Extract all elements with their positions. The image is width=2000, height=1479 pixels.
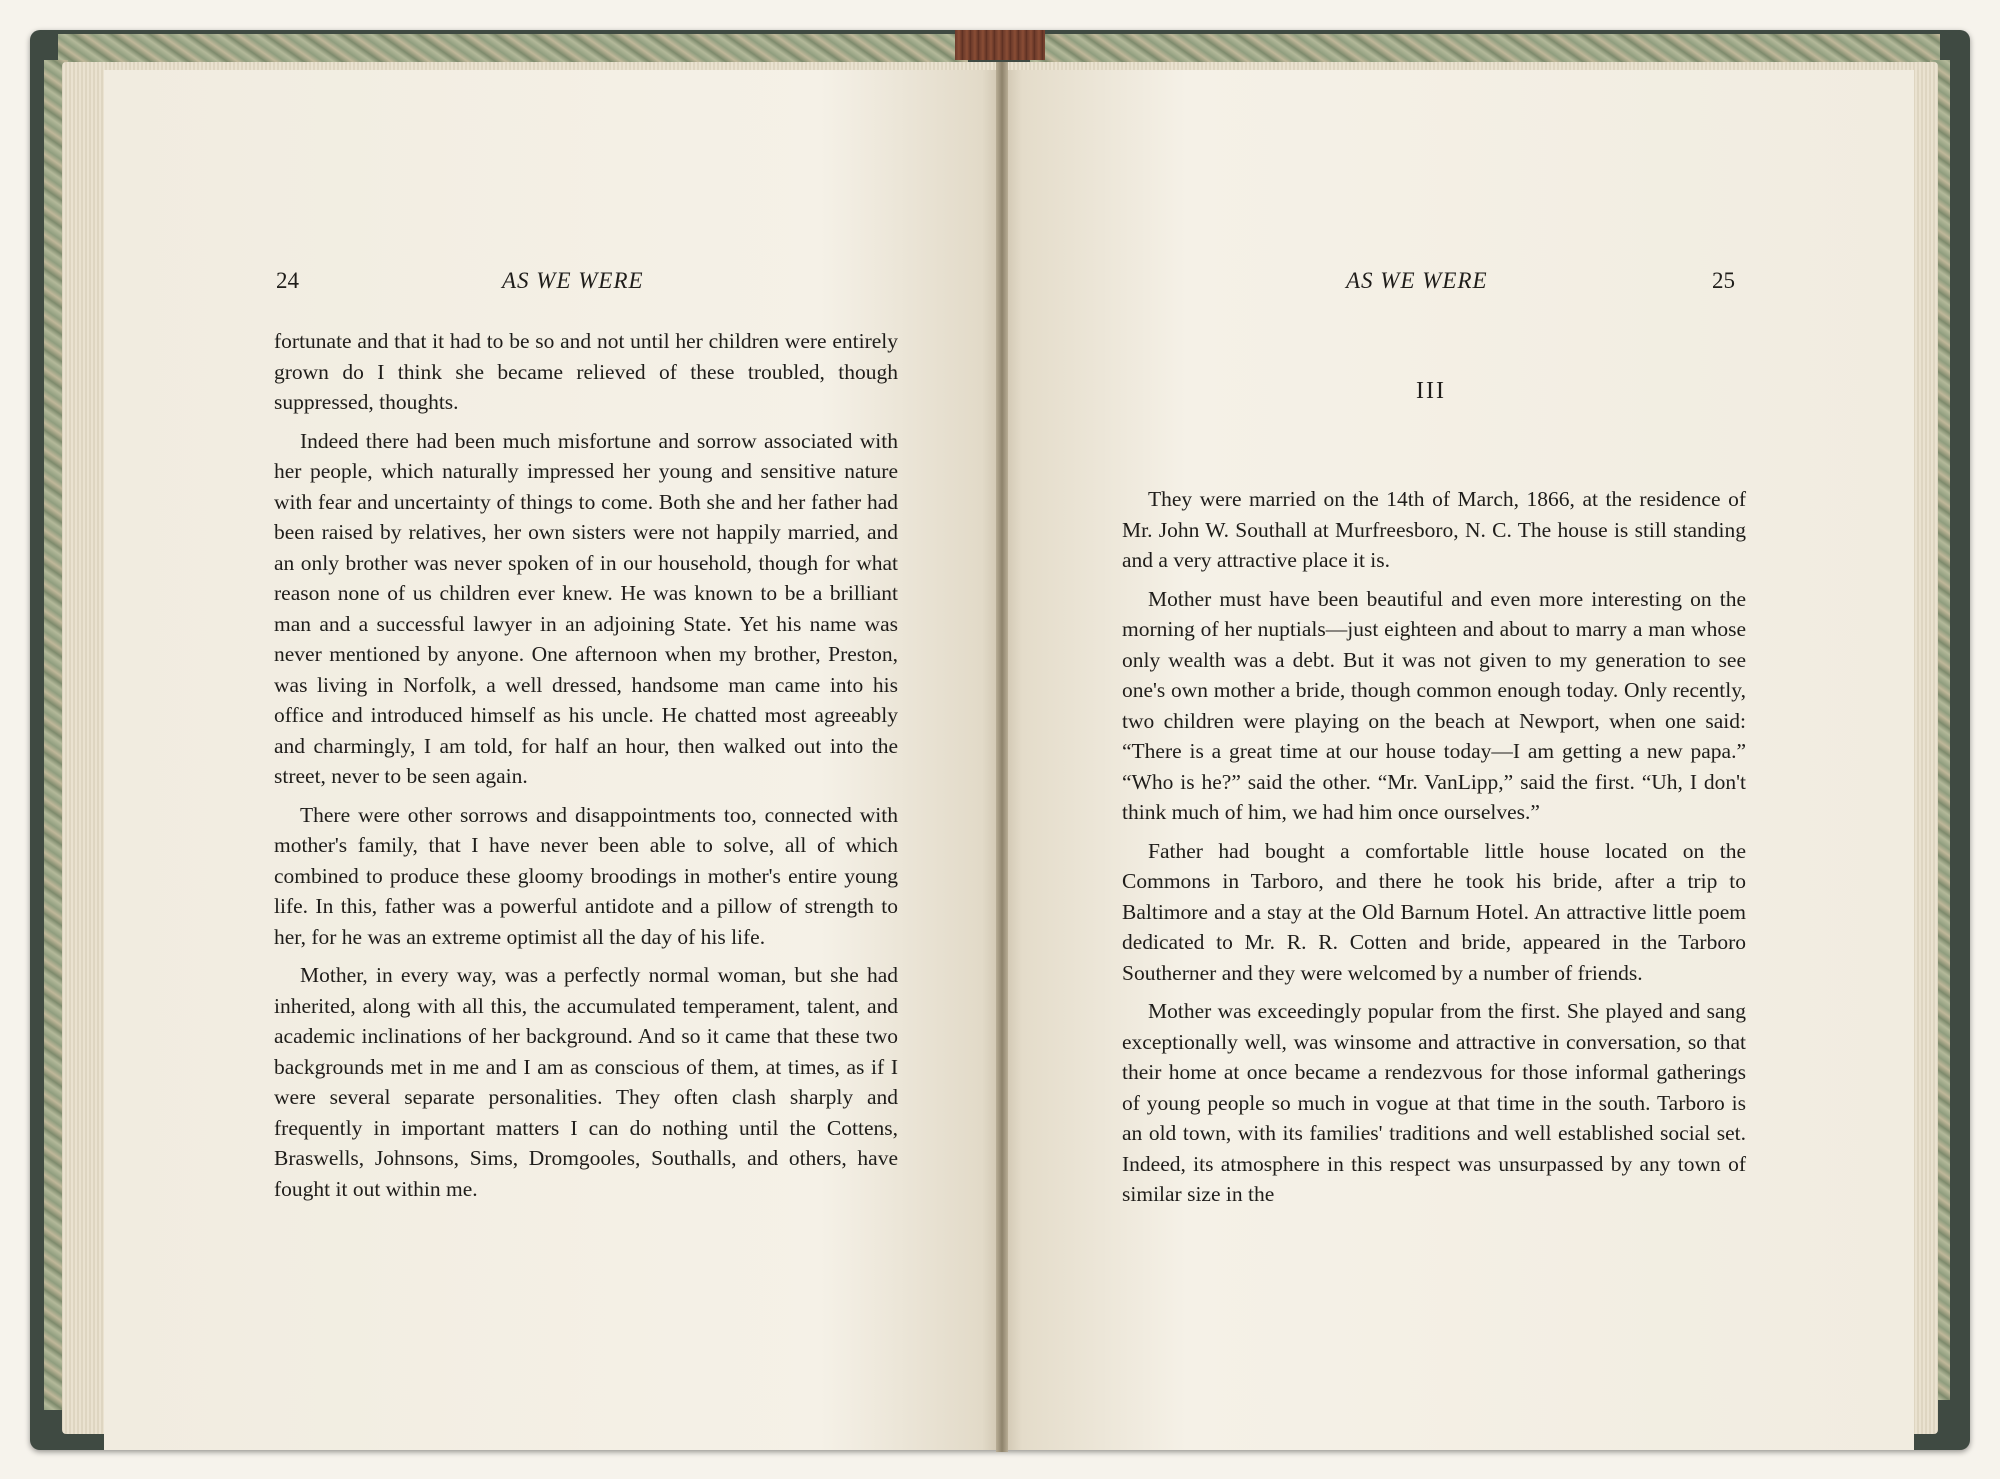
page-number-left: 24 — [276, 268, 299, 293]
paragraph: Mother was exceedingly popular from the first. She played and sang exceptionally well, was winsome and attractive in conversation, so that their home at once became a rendezvous for those informal gatherings of young people so much in vogue at that time in the south. Tarboro is an old town, with its families' traditions and well established social set. Indeed, its atmosphere in this respect was unsurpassed by any town of similar size in the — [1122, 999, 1746, 1206]
paragraph: Mother must have been beautiful and even more interesting on the morning of her nuptials—just eighteen and about to marry a man whose only wealth was a debt. But it was not given to my generation to see one's own mother a bride, though common enough today. Only recently, two children were playing on the beach at Newport, when one said: “There is a great time at our house today—I am getting a new papa.” “Who is he?” said the other. “Mr. VanLipp,” said the first. “Uh, I don't think much of him, we had him once ourselves.” — [1122, 586, 1746, 824]
paragraph: Indeed there had been much misfortune and sorrow associated with her people, which naturally impressed her young and sensitive nature with fear and uncertainty of things to come. Both she and her father had been raised by relatives, her own sisters were not happily married, and an only brother was never spoken of in our household, though for what reason none of us children ever knew. He was known to be a brilliant man and a successful lawyer in an adjoining State. Yet his name was never mentioned by anyone. One afternoon when my brother, Preston, was living in Norfolk, a well dressed, handsome man came into his office and introduced himself as his uncle. He chatted most agreeably and charmingly, I am told, for half an hour, then walked out into the street, never to be seen again. — [274, 428, 898, 788]
right-page — [1004, 70, 1914, 1450]
running-head-right: AS WE WERE — [1346, 268, 1488, 293]
running-head-left: AS WE WERE — [502, 268, 644, 293]
paragraph: Mother, in every way, was a perfectly normal woman, but she had inherited, along with all this, the accumulated temperament, talent, and academic inclinations of her background. And so it came that these two backgrounds met in me and I am as conscious of them, at times, as if I were several separate personalities. They often clash sharply and frequently in important matters I can do nothing until the Cottens, Braswells, Johnsons, Sims, Dromgooles, Southalls, and others, have fought it out within me. — [274, 963, 898, 1201]
paragraph: They were married on the 14th of March, 1866, at the residence of Mr. John W. Southall at Murfreesboro, N. C. The house is still standing and a very attractive place it is. — [1122, 487, 1746, 572]
chapter-numeral: III — [1416, 378, 1446, 404]
endpaper-top-right — [1030, 34, 1940, 64]
paragraph: Father had bought a comfortable little house located on the Commons in Tarboro, and there he took his bride, after a trip to Baltimore and a stay at the Old Barnum Hotel. An attractive little poem dedicated to Mr. R. R. Cotten and bride, appeared in the Tarboro Southerner and they were welcomed by a number of friends. — [1122, 838, 1746, 985]
book-gutter — [996, 62, 1008, 1452]
left-page — [104, 70, 1000, 1450]
page-number-right: 25 — [1712, 268, 1735, 293]
left-page-text — [274, 326, 898, 1212]
endpaper-top-left — [58, 34, 968, 64]
paragraph: There were other sorrows and disappointments too, connected with mother's family, that I have never been able to solve, all of which combined to produce these gloomy broodings in mother's entire young life. In this, father was a powerful antidote and a pillow of strength to her, for he was an extreme optimist all the day of his life. — [274, 802, 898, 949]
paragraph: fortunate and that it had to be so and not until her children were entirely grown do I think she became relieved of these troubled, though suppressed, thoughts. — [274, 329, 898, 414]
right-page-text — [1122, 484, 1746, 1218]
spine-headband — [955, 30, 1045, 60]
